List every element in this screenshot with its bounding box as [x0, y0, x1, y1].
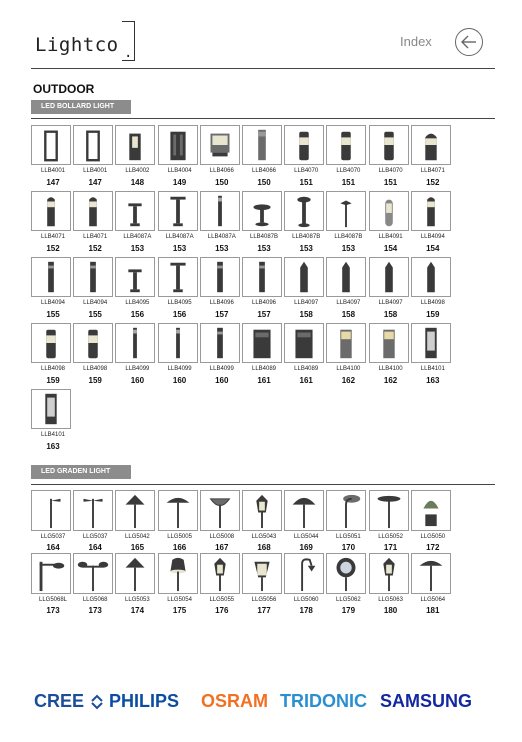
- brand-bar: [34, 691, 494, 713]
- product-code: LLB4001: [40, 168, 66, 174]
- tall-t-icon: [159, 192, 197, 230]
- product-code: LLG5055: [209, 597, 235, 603]
- product-thumbnail[interactable]: [369, 257, 409, 297]
- product-code: LLB4099: [125, 366, 150, 372]
- product-thumbnail[interactable]: [115, 323, 155, 363]
- product-page-number[interactable]: 154: [383, 244, 398, 253]
- product-code: LLB4096: [209, 300, 234, 306]
- product-thumbnail[interactable]: [73, 490, 113, 531]
- lamp-bracket-icon: [32, 554, 70, 593]
- product-thumbnail[interactable]: [284, 191, 324, 231]
- product-code: LLG5062: [336, 597, 361, 603]
- product-page-number[interactable]: 150: [257, 178, 271, 187]
- product-code: LLB4099: [209, 366, 234, 372]
- cylinder-icon: [32, 324, 70, 362]
- brand-philips: PHILIPS: [109, 691, 180, 711]
- lamp-globe-icon: [327, 554, 365, 593]
- product-thumbnail[interactable]: [411, 553, 451, 594]
- product-code: LLB4095: [125, 300, 150, 306]
- lantern-icon: [370, 324, 408, 362]
- product-page-number[interactable]: 152: [88, 244, 102, 253]
- product-code: LLB4091: [378, 234, 403, 240]
- product-page-number[interactable]: 163: [46, 442, 60, 451]
- product-page-number[interactable]: 158: [341, 310, 356, 319]
- product-page-number[interactable]: 159: [426, 310, 440, 319]
- product-page-number[interactable]: 165: [130, 543, 145, 552]
- product-thumbnail[interactable]: [242, 323, 282, 363]
- product-thumbnail[interactable]: [411, 490, 451, 531]
- product-thumbnail[interactable]: [326, 490, 366, 531]
- product-page-number[interactable]: 171: [383, 543, 398, 552]
- block-icon: [285, 324, 323, 362]
- product-page-number[interactable]: 172: [426, 543, 440, 552]
- tall-dome-icon: [32, 192, 70, 230]
- lamp-lantern-icon: [370, 554, 408, 593]
- product-thumbnail[interactable]: [326, 125, 366, 165]
- product-page-number[interactable]: 151: [299, 178, 313, 187]
- product-code: LLB4087B: [292, 234, 321, 240]
- product-thumbnail[interactable]: [31, 490, 71, 531]
- product-page-number[interactable]: 164: [46, 543, 60, 552]
- product-page-number[interactable]: 163: [426, 376, 440, 385]
- product-page-number[interactable]: 169: [299, 543, 313, 552]
- product-thumbnail[interactable]: [326, 323, 366, 363]
- cube-icon: [201, 126, 239, 164]
- lamp-umbrella-icon: [412, 554, 450, 593]
- brand-osram: OSRAM: [201, 691, 268, 711]
- brand-cree: CREE: [34, 691, 85, 711]
- product-code: LLB4089: [294, 366, 319, 372]
- product-page-number[interactable]: 153: [172, 244, 187, 253]
- lamp-double-icon: [74, 554, 112, 593]
- mushroom-tall-icon: [285, 192, 323, 230]
- pointed-icon: [412, 258, 450, 296]
- product-thumbnail[interactable]: [115, 125, 155, 165]
- product-code: LLG5068: [82, 597, 108, 603]
- post-icon: [243, 258, 281, 296]
- product-page-number[interactable]: 152: [46, 244, 60, 253]
- product-thumbnail[interactable]: [242, 490, 282, 531]
- product-code: LLB4094: [83, 300, 108, 306]
- product-code: LLG5063: [378, 597, 403, 603]
- block-icon: [243, 324, 281, 362]
- lamp-arm2-icon: [74, 491, 112, 530]
- product-thumbnail[interactable]: [115, 490, 155, 531]
- pointed-icon: [327, 258, 365, 296]
- brand-tridonic: TRIDONIC: [280, 691, 367, 711]
- product-page-number[interactable]: 161: [299, 376, 313, 385]
- product-code: LLG5052: [378, 534, 403, 540]
- column-icon: [243, 126, 281, 164]
- tall-dome-icon: [412, 192, 450, 230]
- product-page-number[interactable]: 152: [426, 178, 440, 187]
- lamp-cobra-icon: [327, 491, 365, 530]
- product-page-number[interactable]: 151: [383, 178, 398, 187]
- product-page-number[interactable]: 179: [341, 606, 356, 615]
- lamp-lantern-icon: [201, 554, 239, 593]
- product-page-number[interactable]: 181: [426, 606, 440, 615]
- short-t-icon: [116, 258, 154, 296]
- product-page-number[interactable]: 155: [46, 310, 60, 319]
- pillar-icon: [412, 324, 450, 362]
- product-code: LLG5060: [293, 597, 319, 603]
- rounded-icon: [370, 192, 408, 230]
- cylinder-icon: [370, 126, 408, 164]
- product-code: LLG5068L: [38, 597, 68, 603]
- product-code: LLB4087B: [249, 234, 279, 240]
- product-code: LLB4094: [40, 300, 66, 306]
- post-icon: [201, 258, 239, 296]
- product-page-number[interactable]: 150: [215, 178, 229, 187]
- product-code: LLB4100: [336, 366, 361, 372]
- tall-t-icon: [159, 258, 197, 296]
- product-code: LLB4087B: [334, 234, 363, 240]
- index-link[interactable]: Index: [400, 34, 432, 49]
- cylinder-icon: [327, 126, 365, 164]
- product-code: LLG5050: [420, 534, 446, 540]
- lamp-arm1-icon: [32, 491, 70, 530]
- product-code: LLB4070: [294, 168, 319, 174]
- product-page-number[interactable]: 161: [257, 376, 271, 385]
- product-thumbnail[interactable]: [200, 490, 240, 531]
- product-thumbnail[interactable]: [411, 191, 451, 231]
- lamp-lantern-icon: [243, 491, 281, 530]
- product-thumbnail[interactable]: [31, 125, 71, 165]
- lamp-cone-icon: [116, 554, 154, 593]
- product-code: LLB4071: [83, 234, 108, 240]
- product-thumbnail[interactable]: [200, 125, 240, 165]
- product-code: LLB4087A: [207, 234, 236, 240]
- product-code: LLB4071: [420, 168, 445, 174]
- product-page-number[interactable]: 157: [257, 310, 271, 319]
- product-code: LLG5037: [82, 534, 108, 540]
- product-code: LLB4071: [40, 234, 66, 240]
- slim-icon: [201, 192, 239, 230]
- product-thumbnail[interactable]: [158, 553, 198, 594]
- product-thumbnail[interactable]: [115, 257, 155, 297]
- product-thumbnail[interactable]: [31, 323, 71, 363]
- product-code: LLB4004: [167, 168, 192, 174]
- product-thumbnail[interactable]: [31, 191, 71, 231]
- mushroom-icon: [243, 192, 281, 230]
- section-divider-bollard: [31, 118, 495, 119]
- product-code: LLB4095: [167, 300, 192, 306]
- product-page-number[interactable]: 168: [257, 543, 271, 552]
- product-code: LLG5051: [336, 534, 361, 540]
- slim-icon: [159, 324, 197, 362]
- product-thumbnail[interactable]: [369, 191, 409, 231]
- product-thumbnail[interactable]: [242, 191, 282, 231]
- product-code: LLB4099: [167, 366, 192, 372]
- post-icon: [74, 258, 112, 296]
- product-thumbnail[interactable]: [115, 553, 155, 594]
- product-code: LLB4001: [83, 168, 108, 174]
- product-page-number[interactable]: 160: [172, 376, 187, 385]
- product-code: LLB4097: [294, 300, 319, 306]
- product-thumbnail[interactable]: [73, 553, 113, 594]
- product-code: LLB4100: [378, 366, 403, 372]
- product-code: LLB4066: [209, 168, 234, 174]
- product-thumbnail[interactable]: [31, 389, 71, 429]
- product-page-number[interactable]: 160: [215, 376, 229, 385]
- logo-text: Lightco: [35, 34, 119, 56]
- product-thumbnail[interactable]: [31, 553, 71, 594]
- catalog-title: OUTDOOR: [33, 82, 95, 96]
- lamp-hex-icon: [243, 554, 281, 593]
- lamp-bowl-icon: [201, 491, 239, 530]
- product-thumbnail[interactable]: [158, 257, 198, 297]
- product-page-number[interactable]: 177: [257, 606, 271, 615]
- tall-dome-icon: [74, 192, 112, 230]
- product-code: LLB4101: [420, 366, 445, 372]
- pointed-icon: [370, 258, 408, 296]
- product-thumbnail[interactable]: [326, 257, 366, 297]
- spike-icon: [327, 192, 365, 230]
- product-code: LLB4087A: [123, 234, 152, 240]
- post-icon: [201, 324, 239, 362]
- short-t-icon: [116, 192, 154, 230]
- product-code: LLB4098: [420, 300, 445, 306]
- product-page-number[interactable]: 176: [215, 606, 229, 615]
- product-page-number[interactable]: 162: [383, 376, 398, 385]
- product-code: LLG5056: [251, 597, 277, 603]
- lightco-logo[interactable]: [31, 21, 135, 61]
- product-page-number[interactable]: 175: [172, 606, 187, 615]
- product-code: LLG5064: [420, 597, 446, 603]
- product-code: LLG5042: [125, 534, 150, 540]
- product-thumbnail[interactable]: [158, 191, 198, 231]
- product-code: LLB4098: [40, 366, 66, 372]
- product-page-number[interactable]: 153: [257, 244, 271, 253]
- product-page-number[interactable]: 151: [341, 178, 356, 187]
- product-page-number[interactable]: 164: [88, 543, 102, 552]
- product-thumbnail[interactable]: [158, 490, 198, 531]
- product-code: LLB4070: [378, 168, 403, 174]
- product-code: LLG5044: [293, 534, 319, 540]
- lamp-pot-icon: [412, 491, 450, 530]
- product-code: LLB4087A: [165, 234, 194, 240]
- product-code: LLB4097: [378, 300, 403, 306]
- product-thumbnail[interactable]: [369, 323, 409, 363]
- product-page-number[interactable]: 157: [215, 310, 229, 319]
- cree-chevrons-icon: [90, 694, 104, 710]
- product-page-number[interactable]: 159: [88, 376, 102, 385]
- lamp-hook-icon: [285, 554, 323, 593]
- product-thumbnail[interactable]: [200, 191, 240, 231]
- lantern-icon: [327, 324, 365, 362]
- product-code: LLB4098: [83, 366, 108, 372]
- product-page-number[interactable]: 178: [299, 606, 313, 615]
- section-divider-garden: [31, 484, 495, 485]
- product-code: LLB4089: [251, 366, 277, 372]
- back-button[interactable]: [455, 28, 483, 56]
- product-page-number[interactable]: 148: [130, 178, 145, 187]
- product-page-number[interactable]: 158: [383, 310, 398, 319]
- product-page-number[interactable]: 155: [88, 310, 102, 319]
- product-thumbnail[interactable]: [411, 257, 451, 297]
- product-thumbnail[interactable]: [73, 191, 113, 231]
- product-thumbnail[interactable]: [242, 553, 282, 594]
- lamp-dome-icon: [285, 491, 323, 530]
- product-code: LLB4096: [251, 300, 277, 306]
- product-page-number[interactable]: 147: [46, 178, 60, 187]
- product-thumbnail[interactable]: [411, 323, 451, 363]
- product-page-number[interactable]: 159: [46, 376, 60, 385]
- product-code: LLB4070: [336, 168, 361, 174]
- product-thumbnail[interactable]: [158, 323, 198, 363]
- cylinder-icon: [74, 324, 112, 362]
- product-page-number[interactable]: 180: [383, 606, 398, 615]
- product-code: LLB4066: [251, 168, 277, 174]
- product-page-number[interactable]: 160: [130, 376, 145, 385]
- product-page-number[interactable]: 153: [341, 244, 356, 253]
- frame-icon: [74, 126, 112, 164]
- product-page-number[interactable]: 153: [130, 244, 145, 253]
- product-thumbnail[interactable]: [284, 125, 324, 165]
- product-thumbnail[interactable]: [73, 323, 113, 363]
- post-icon: [32, 258, 70, 296]
- dome-icon: [412, 126, 450, 164]
- product-thumbnail[interactable]: [369, 490, 409, 531]
- product-thumbnail[interactable]: [326, 191, 366, 231]
- product-thumbnail[interactable]: [326, 553, 366, 594]
- product-thumbnail[interactable]: [200, 323, 240, 363]
- product-page-number[interactable]: 174: [130, 606, 145, 615]
- product-page-number[interactable]: 153: [299, 244, 313, 253]
- product-page-number[interactable]: 158: [299, 310, 313, 319]
- product-page-number[interactable]: 173: [88, 606, 102, 615]
- product-code: LLB4097: [336, 300, 361, 306]
- section-tag-bollard: LED BOLLARD LIGHT: [31, 100, 131, 114]
- product-page-number[interactable]: 147: [88, 178, 102, 187]
- product-thumbnail[interactable]: [242, 125, 282, 165]
- product-thumbnail[interactable]: [284, 553, 324, 594]
- frame-icon: [32, 126, 70, 164]
- lamp-cone-icon: [116, 491, 154, 530]
- pointed-icon: [285, 258, 323, 296]
- pillar-icon: [32, 390, 70, 428]
- slim-icon: [116, 324, 154, 362]
- product-page-number[interactable]: 156: [172, 310, 187, 319]
- lamp-disc-icon: [370, 491, 408, 530]
- product-page-number[interactable]: 162: [341, 376, 356, 385]
- product-thumbnail[interactable]: [284, 490, 324, 531]
- product-code: LLG5005: [167, 534, 192, 540]
- product-thumbnail[interactable]: [200, 257, 240, 297]
- product-thumbnail[interactable]: [73, 257, 113, 297]
- boxlit-icon: [116, 126, 154, 164]
- boxdark-icon: [159, 126, 197, 164]
- product-page-number[interactable]: 156: [130, 310, 145, 319]
- logo-dot: .: [124, 45, 133, 61]
- product-page-number[interactable]: 154: [426, 244, 440, 253]
- product-thumbnail[interactable]: [284, 323, 324, 363]
- product-page-number[interactable]: 167: [215, 543, 229, 552]
- product-page-number[interactable]: 170: [341, 543, 356, 552]
- arrow-left-icon: [459, 32, 479, 52]
- product-thumbnail[interactable]: [411, 125, 451, 165]
- product-page-number[interactable]: 173: [46, 606, 60, 615]
- product-code: LLG5043: [251, 534, 277, 540]
- product-thumbnail[interactable]: [115, 191, 155, 231]
- lamp-umbrella-icon: [159, 491, 197, 530]
- product-code: LLG5008: [209, 534, 235, 540]
- product-page-number[interactable]: 149: [172, 178, 187, 187]
- product-thumbnail[interactable]: [369, 125, 409, 165]
- product-code: LLB4094: [420, 234, 445, 240]
- section-tag-garden: LED GRADEN LIGHT: [31, 465, 131, 479]
- product-page-number[interactable]: 153: [215, 244, 229, 253]
- lamp-bell-icon: [159, 554, 197, 593]
- product-thumbnail[interactable]: [31, 257, 71, 297]
- product-code: LLG5054: [167, 597, 192, 603]
- product-code: LLB4101: [40, 432, 66, 438]
- header-divider: [31, 68, 495, 69]
- brand-samsung: SAMSUNG: [380, 691, 473, 711]
- product-page-number[interactable]: 166: [172, 543, 187, 552]
- product-code: LLG5037: [40, 534, 66, 540]
- product-thumbnail[interactable]: [284, 257, 324, 297]
- product-thumbnail[interactable]: [158, 125, 198, 165]
- product-thumbnail[interactable]: [73, 125, 113, 165]
- product-thumbnail[interactable]: [242, 257, 282, 297]
- product-thumbnail[interactable]: [200, 553, 240, 594]
- product-code: LLG5053: [125, 597, 150, 603]
- cylinder-icon: [285, 126, 323, 164]
- product-thumbnail[interactable]: [369, 553, 409, 594]
- product-code: LLB4002: [125, 168, 150, 174]
